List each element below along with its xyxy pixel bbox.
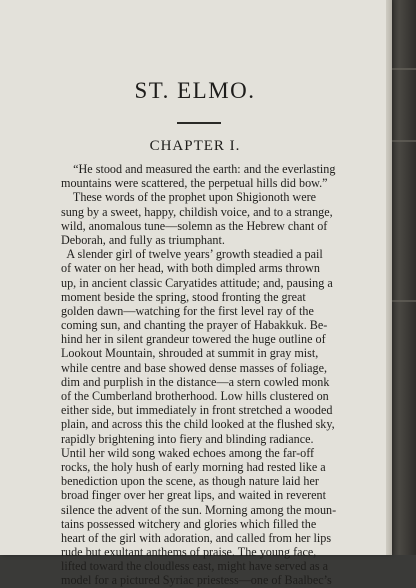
text-line: Lookout Mountain, shrouded at summit in gray mist, [61, 346, 319, 361]
book-title: ST. ELMO. [134, 78, 256, 103]
text-line: of the Cumberland brotherhood. Low hills clustered on [61, 389, 329, 403]
text-line: coming sun, and chanting the prayer of Habakkuk. Be- [61, 318, 328, 333]
text-line: plain, and across this the child looked at the flushed sky, [61, 417, 335, 432]
page-edge [386, 0, 392, 555]
text-line: hind her in silent grandeur towered the huge outline of [61, 332, 326, 347]
text-line: rude but exultant anthems of praise. The young face, [61, 545, 317, 560]
text-line: heart of the girl with adoration, and called from her lips [61, 530, 332, 545]
text-line: rapidly brightening into fiery and blinding radiance. [61, 431, 314, 446]
text-line: A slender girl of twelve years’ growth steadied a pail [61, 247, 323, 262]
background-stripe [388, 140, 416, 142]
background-stripe [388, 68, 416, 70]
text-line: wild, anomalous tune—solemn as the Hebrew chant of [61, 218, 328, 233]
text-line: up, in ancient classic Caryatides attitude; and, pausing a [61, 275, 333, 290]
title-divider [177, 122, 221, 124]
text-line: model for a pictured Syriac priestess—one of Baalbec’s [61, 573, 332, 588]
text-line: “He stood and measured the earth: and the everlasting [61, 162, 336, 176]
text-line: mountains were scattered, the perpetual hills did bow.” [61, 176, 328, 191]
text-line: benediction upon the scene, as though nature laid her [61, 474, 319, 489]
text-line: Deborah, and fully as triumphant. [61, 232, 225, 247]
text-line: dim and purplish in the distance—a stern cowled monk [61, 374, 330, 389]
text-line: moment beside the spring, stood fronting the great [61, 289, 306, 304]
body-text [61, 162, 391, 588]
text-line: tains possessed witchery and glories which filled the [61, 516, 317, 531]
text-line: broad finger over her great lips, and waited in reverent [61, 488, 326, 503]
text-line: golden dawn—watching for the first level ray of the [61, 303, 314, 318]
chapter-heading: CHAPTER I. [149, 138, 241, 154]
background-stripe [388, 300, 416, 302]
text-line: Until her wild song waked echoes among the far-off [61, 445, 315, 460]
text-line: These words of the prophet upon Shigionoth were [61, 190, 317, 205]
text-line: either side, but immediately in front stretched a wooded [61, 403, 333, 418]
background-surface [388, 0, 416, 555]
text-line: while centre and base showed dense masses of foliage, [61, 360, 327, 375]
text-line: of water on her head, with both dimpled arms thrown [61, 261, 320, 276]
text-line: rocks, the holy hush of early morning had rested like a [61, 459, 326, 474]
text-line: silence the advent of the sun. Morning among the moun- [61, 502, 337, 517]
text-line: lifted toward the cloudless east, might have served as a [61, 559, 329, 574]
text-line: sung by a sweet, happy, childish voice, and to a strange, [61, 204, 333, 219]
